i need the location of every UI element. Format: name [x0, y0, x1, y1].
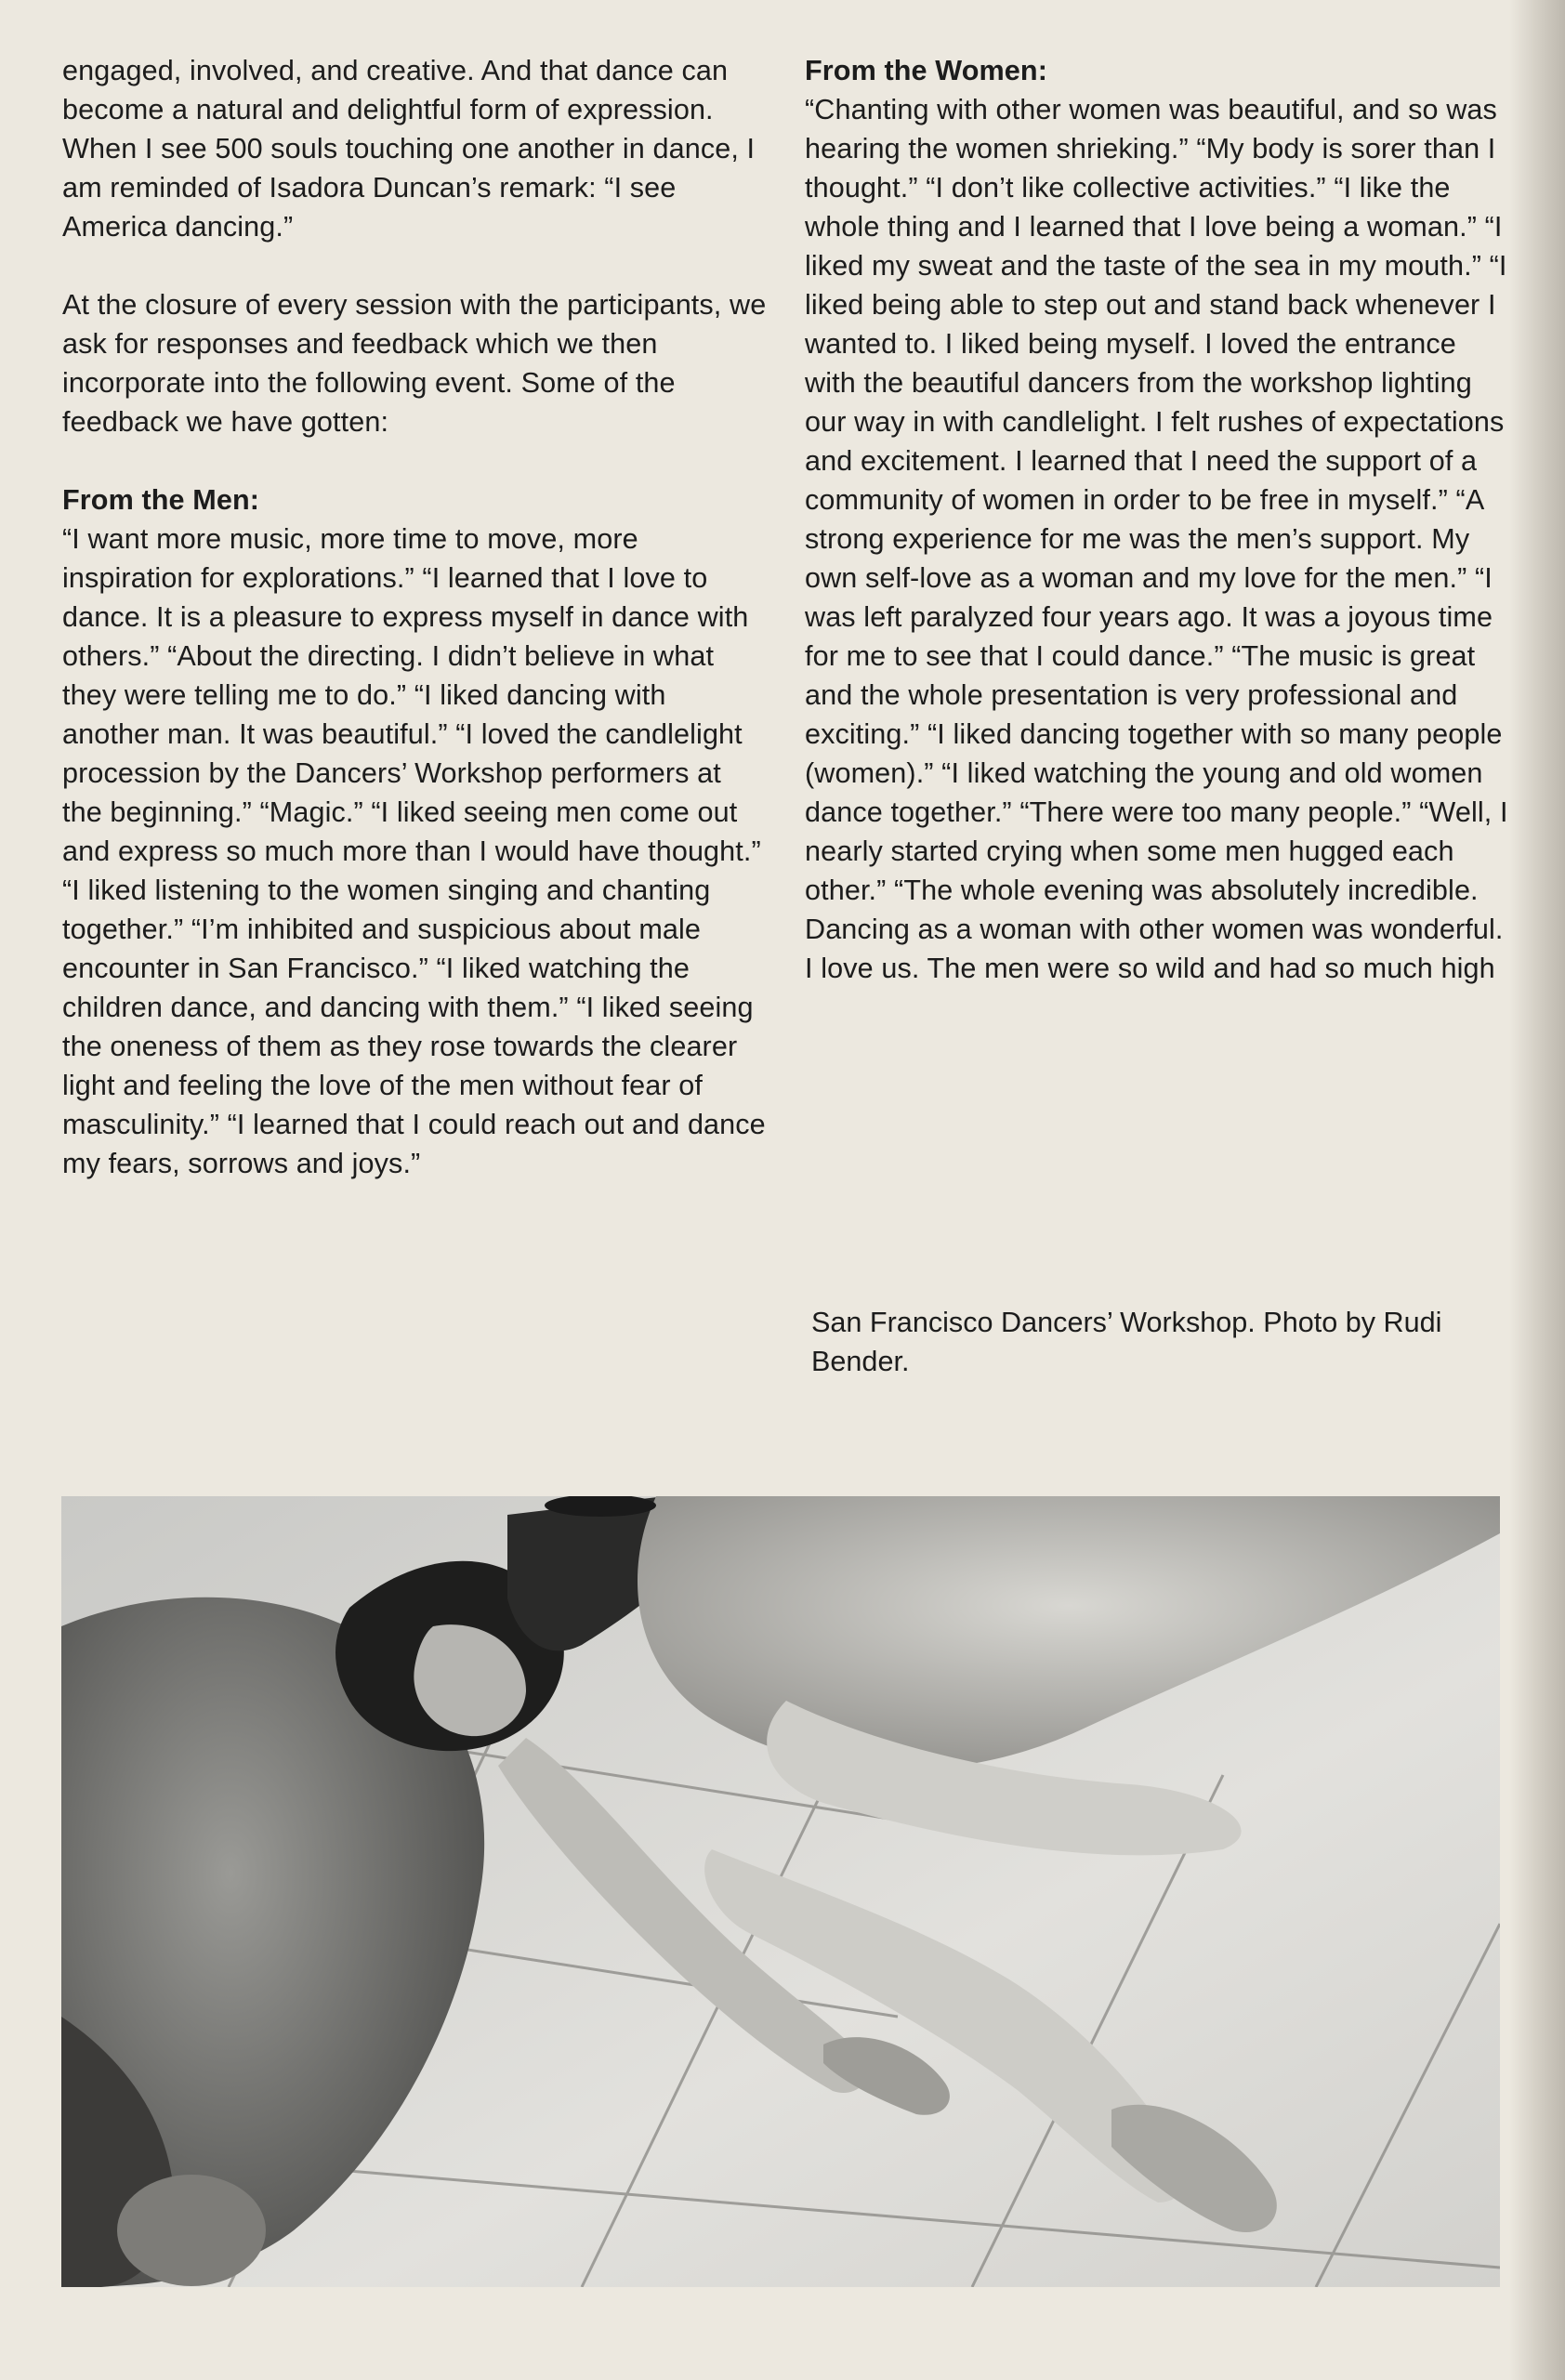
dancers-photo — [61, 1496, 1500, 2287]
left-column — [62, 51, 769, 1183]
intro-paragraph: engaged, involved, and creative. And that dance can become a natural and delightful form of expression. When I see 500 souls touching one another in dance, I am reminded of Isadora Duncan’s remark: “I see America dancing.” — [62, 55, 756, 243]
photo-caption: San Francisco Dancers’ Workshop. Photo by Rudi Bender. — [811, 1307, 1442, 1377]
dancers-photo-illustration — [61, 1496, 1500, 2287]
women-feedback-heading: From the Women: — [805, 55, 1047, 86]
right-column — [805, 51, 1511, 988]
men-feedback-text: “I want more music, more time to move, more inspiration for explorations.” “I learned that I love to dance. It is a pleasure to express myself in dance with others.” “About the directing. I didn’t believe in what they were telling me to do.” “I liked dancing with another man. It was beautiful.” “I loved the candlelight procession by the Dancers’ Workshop performers at the beginning.” “Magic.” “I liked seeing men come out and express so much more than I would have thought.” “I liked listening to the women singing and chanting together.” “I’m inhibited and suspicious about male encounter in San Francisco.” “I liked watching the children dance, and dancing with them.” “I liked seeing the oneness of them as they rose towards the clearer light and feeling the love of the men without fear of masculinity.” “I learned that I could reach out and dance my fears, sorrows and joys.” — [62, 523, 766, 1179]
page-edge-shadow — [1509, 0, 1565, 2380]
men-feedback-heading: From the Men: — [62, 484, 260, 516]
women-feedback-text: “Chanting with other women was beautiful, and so was hearing the women shrieking.” “My body is sorer than I thought.” “I don’t like collective activities.” “I like the whole thing and I learned that I love being a woman.” “I liked my sweat and the taste of the sea in my mouth.” “I liked being able to step out and stand back whenever I wanted to. I liked being myself. I loved the entrance with the beautiful dancers from the workshop lighting our way in with candlelight. I felt rushes of expectations and excitement. I learned that I need the support of a community of women in order to be free in myself.” “A strong experience for me was the men’s support. My own self-love as a woman and my love for the men.” “I was left paralyzed four years ago. It was a joyous time for me to see that I could dance.” “The music is great and the whole presentation is very professional and exciting.” “I liked dancing together with so many people (women).” “I liked watching the young and old women dance together.” “There were too many people.” “Well, I nearly started crying when some men hugged each other.” “The whole evening was absolutely incredible. Dancing as a woman with other women was wonderful. I love us. The men were so wild and had so much high — [805, 94, 1508, 984]
feedback-intro-paragraph: At the closure of every session with the participants, we ask for responses and feedback which we then incorporate into the following event. Some of the feedback we have gotten: — [62, 289, 767, 438]
